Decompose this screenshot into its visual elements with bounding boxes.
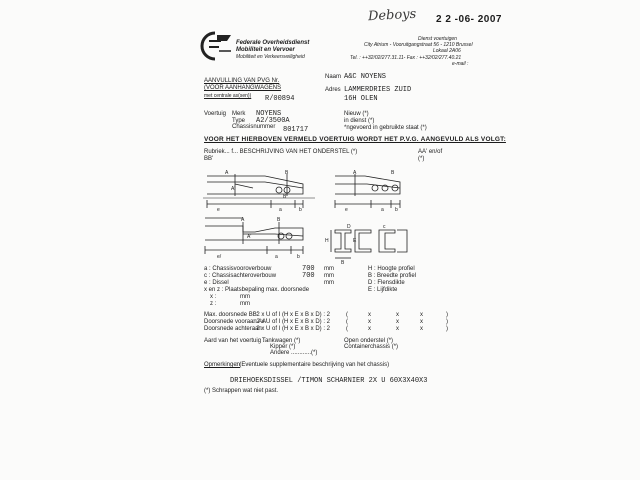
dim-xz-label: x en z : Plaatsbepaling max. doorsnede	[204, 287, 310, 293]
dim-c-label: c : Chassisachteroverbouw	[204, 273, 277, 279]
section-front-formula: : 2 x U of I (H x E x B x D) : 2	[253, 319, 331, 325]
label-D: D	[347, 224, 351, 230]
section-rear-cell1: x	[368, 326, 371, 332]
legend-h: H : Hoogte profiel	[368, 266, 415, 272]
section-rear-cell2: x	[396, 326, 399, 332]
org-name: Federale Overheidsdienst	[236, 40, 310, 46]
section-front-label: Doorsnede vooraan AA'	[204, 319, 268, 325]
section-rear-open: (	[346, 326, 348, 332]
phone-fax: Tel. : ++32/02/277.31.11- Fax : ++32/02/277.40.21	[350, 55, 462, 61]
label-A-3: A	[241, 217, 245, 223]
section-rear-close: )	[446, 326, 448, 332]
rubriek-aa-asterisk: (*)	[418, 156, 425, 162]
merk-label: Merk	[232, 111, 246, 117]
section-max-label: Max. doorsnede BB'	[204, 312, 258, 318]
dim-x-unit: mm	[240, 294, 250, 300]
dienst-label: Dienst voertuigen	[418, 36, 457, 42]
label-A-2: A	[353, 170, 357, 176]
vehicle-kind-kipper: Kipper (*)	[270, 344, 296, 350]
section-front-open: (	[346, 319, 348, 325]
merk-value: NOYENS	[256, 110, 282, 118]
vehicle-kind-tank: Tankwagen (*)	[262, 338, 301, 344]
rubriek-aa: AA' en/of	[418, 149, 443, 155]
remarks-hint: : (Eventuele supplementaire beschrijving van het chassis)	[236, 362, 390, 368]
label-B-3: B	[277, 217, 281, 223]
dim-e-label: e : Dissel	[204, 280, 229, 286]
owner-name-value: A&C NOYENS	[344, 73, 387, 81]
dim-z-unit: mm	[240, 301, 250, 307]
section-max-open: (	[346, 312, 348, 318]
section-max-close: )	[446, 312, 448, 318]
dim-a-value: 700	[302, 265, 315, 273]
handwritten-signature: Deboys	[367, 6, 417, 25]
label-e-2: e	[345, 207, 348, 213]
vehicle-label: Voertuig	[204, 111, 227, 117]
section-rear-label: Doorsnede achteraan	[204, 326, 262, 332]
notice-line: VOOR HET HIERBOVEN VERMELD VOERTUIG WORDT HET P.V.G. AANGEVULD ALS VOLGT:	[204, 136, 506, 143]
label-A-prime-1: A'	[231, 186, 236, 192]
chassis-side-view-3	[205, 218, 303, 254]
label-A-1: A	[225, 170, 229, 176]
label-b-3: b	[297, 254, 300, 260]
rubriek-bb: BB'	[204, 156, 214, 162]
vehicle-kind-container: Containerchassis (*)	[344, 344, 399, 350]
dim-c-value: 700	[302, 272, 315, 280]
rubriek-line: Rubriek... f... BESCHRIJVING VAN HET ONDERSTEL (*)	[204, 149, 358, 155]
address-line2: Lokaal 2A06	[433, 48, 461, 54]
label-A-prime-3: A'	[247, 234, 252, 240]
profile-cross-sections	[331, 230, 407, 258]
label-a-3: a	[275, 254, 278, 260]
vehicle-kind-label: Aard van het voertuig :	[204, 338, 265, 344]
chassis-label: Chassisnummer	[232, 124, 276, 130]
type-label: Type	[232, 118, 246, 124]
dim-c-unit: mm	[324, 273, 334, 279]
chassis-side-view-1	[203, 174, 315, 208]
status-used: *ngevoerd in gebruikte staat (*)	[344, 125, 427, 131]
owner-name-label: Naam	[325, 74, 342, 80]
pvg-number: R/00894	[265, 95, 295, 103]
org-subdivision: Mobiliteit en Verkeersveiligheid	[236, 54, 305, 60]
title-line3: met centrale as(sen))	[204, 93, 252, 99]
owner-address-line1: LAMMERDRIES ZUID	[344, 86, 412, 94]
status-in-service: in dienst (*)	[344, 118, 375, 124]
footnote: (*) Schrappen wat niet past.	[204, 388, 279, 394]
label-E: E	[353, 238, 357, 244]
section-max-cell2: x	[396, 312, 399, 318]
email-label: e-mail :	[452, 61, 469, 67]
chassis-value: 801717	[283, 126, 309, 134]
fod-logo-icon	[197, 31, 235, 61]
label-e-1: e	[217, 207, 220, 213]
section-front-cell2: x	[396, 319, 399, 325]
stamp-date: 2 2 -06- 2007	[436, 14, 502, 25]
section-front-close: )	[446, 319, 448, 325]
section-max-cell3: x	[420, 312, 423, 318]
label-b-1: b	[299, 207, 302, 213]
remarks-typed: DRIEHOEKSDISSEL /TIMON SCHARNIER 2X U 60X3X40X3	[230, 377, 428, 385]
label-b-2: b	[395, 207, 398, 213]
label-B-2: B	[391, 170, 395, 176]
label-a-1: a	[279, 207, 282, 213]
dim-a-unit: mm	[324, 266, 334, 272]
legend-d: D : Flensdikte	[368, 280, 405, 286]
owner-address-line2: 16H OLEN	[344, 95, 378, 103]
section-rear-cell3: x	[420, 326, 423, 332]
label-e-3: e/	[217, 254, 222, 260]
chassis-side-view-2	[335, 174, 400, 208]
org-department: Mobiliteit en Vervoer	[236, 47, 295, 53]
section-max-formula: : 2 x U of I (H x E x B x D) : 2	[253, 312, 331, 318]
section-front-cell3: x	[420, 319, 423, 325]
title-line2: (VOOR AANHANGWAGENS	[204, 85, 282, 91]
type-value: A2/3500A	[256, 117, 290, 125]
legend-e: E : Lijfdikte	[368, 287, 398, 293]
section-rear-formula: : 2 x U of I (H x E x B x D) : 2	[253, 326, 331, 332]
remarks-label: Opmerkingen	[204, 362, 241, 368]
label-H: H	[325, 238, 329, 244]
title-line1: AANVULLING VAN PVG Nr.	[204, 78, 280, 84]
label-B-1: B	[285, 170, 289, 176]
address-line1: City Atrium - Vooruitgangstraat 56 - 1210 Brussel	[364, 42, 473, 48]
section-front-cell1: x	[368, 319, 371, 325]
dim-x-label: x :	[210, 294, 217, 300]
dim-z-label: z :	[210, 301, 217, 307]
dim-e-unit: mm	[324, 280, 334, 286]
owner-address-label: Adres	[325, 87, 341, 93]
legend-b: B : Breedte profiel	[368, 273, 417, 279]
dim-a-label: a : Chassisvooroverbouw	[204, 266, 272, 272]
label-B-prime-1: B'	[283, 194, 288, 200]
label-a-2: a	[381, 207, 384, 213]
label-c: c	[383, 224, 386, 230]
vehicle-kind-andere: Andere ............(*)	[270, 350, 318, 356]
section-max-cell1: x	[368, 312, 371, 318]
label-B-section: B	[341, 260, 345, 266]
vehicle-kind-open: Open onderstel (*)	[344, 338, 394, 344]
status-new: Nieuw (*)	[344, 111, 369, 117]
